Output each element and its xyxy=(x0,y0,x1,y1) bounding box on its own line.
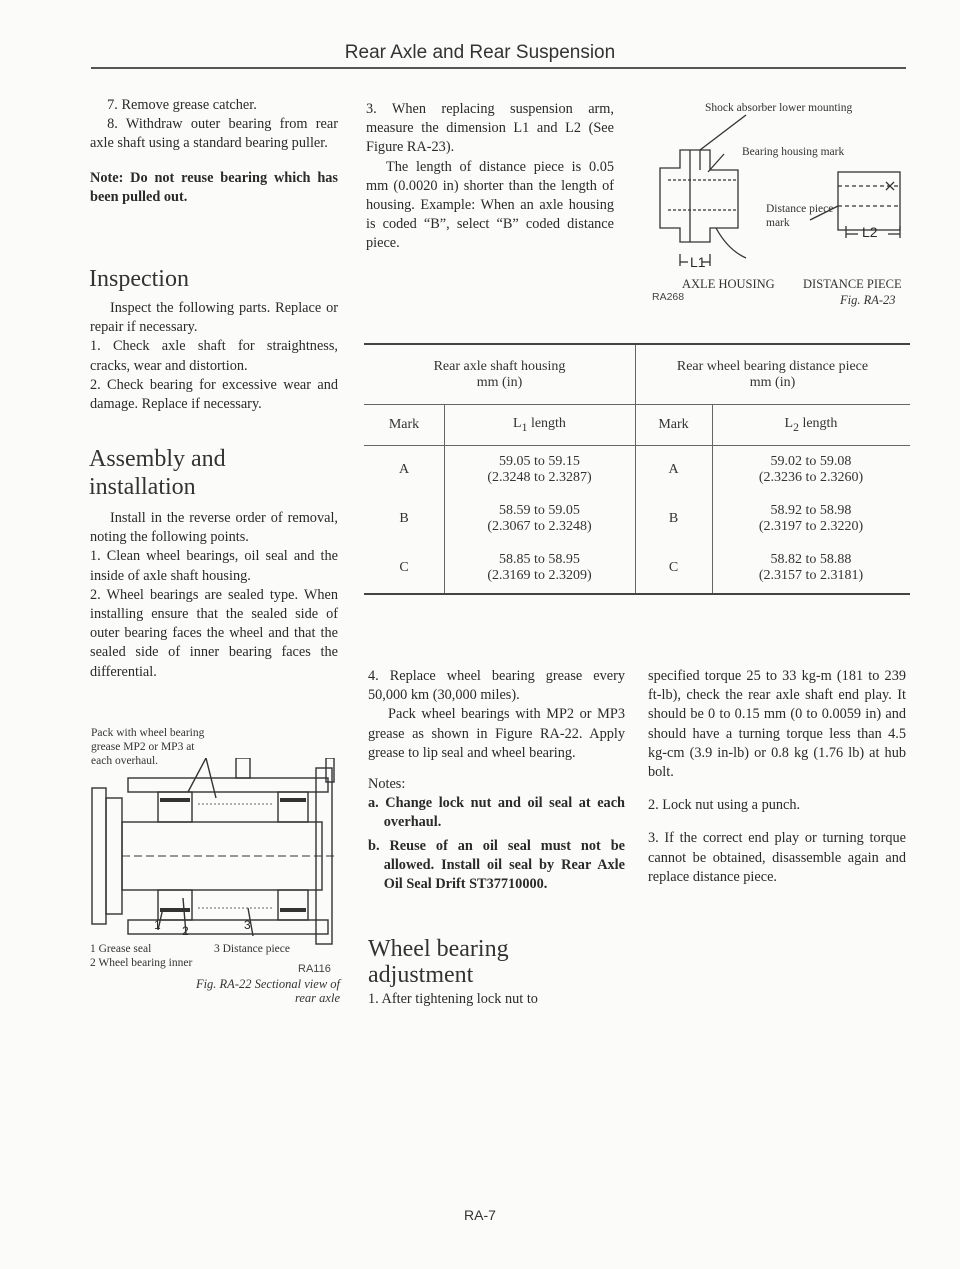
row-c-l2-mm: 58.82 to 58.88 xyxy=(770,551,852,567)
fig23-caption: Fig. RA-23 xyxy=(840,293,896,307)
legend-bearing-inner: 2 Wheel bearing inner xyxy=(90,957,193,969)
col-l1 xyxy=(444,404,635,445)
row-c-mark2: C xyxy=(668,559,679,575)
head-left-line2: mm (in) xyxy=(476,374,523,390)
row-c-l2 xyxy=(712,543,910,592)
row-b-l1-in: (2.3067 to 2.3248) xyxy=(487,518,592,534)
fig22-caption-line1: Fig. RA-22 Sectional view of xyxy=(195,977,340,991)
row-a-mark: A xyxy=(398,461,410,477)
row-c-l1-in: (2.3169 to 2.3209) xyxy=(487,567,592,583)
column-3-bottom xyxy=(648,667,906,887)
fig23-label-distance-line1: Distance piece xyxy=(766,203,834,215)
fig22-callout-line2: grease MP2 or MP3 at xyxy=(91,741,195,753)
row-b-l2-mm: 58.92 to 58.98 xyxy=(770,502,852,518)
assembly-heading-line2: installation xyxy=(89,474,196,500)
inspection-item-2: 2. Check bearing for excessive wear and damage. Replace if necessary. xyxy=(90,376,338,413)
step-7: 7. Remove grease catcher. xyxy=(107,97,257,113)
wheel-bearing-step1: 1. After tightening lock nut to xyxy=(368,991,538,1007)
assembly-item-1: 1. Clean wheel bearings, oil seal and the inside of axle shaft housing. xyxy=(90,548,338,584)
row-a-l1-in: (2.3248 to 2.3287) xyxy=(487,469,592,485)
para-pack-bearings: Pack wheel bearings with MP2 or MP3 grease as shown in Figure RA-22. Apply grease to lip seal and wheel bearing. xyxy=(368,706,625,761)
row-b-l1 xyxy=(444,494,635,543)
inspection-heading: Inspection xyxy=(89,266,189,292)
inspection-body xyxy=(90,299,338,414)
col-mark-2: Mark xyxy=(658,416,689,432)
row-a-l2-mm: 59.02 to 59.08 xyxy=(770,453,852,469)
wheel-bearing-heading-line1: Wheel bearing xyxy=(368,936,509,962)
assembly-intro: Install in the reverse order of removal, noting the following points. xyxy=(90,510,338,546)
row-b-mark2: B xyxy=(668,510,679,526)
row-a-l2-in: (2.3236 to 2.3260) xyxy=(758,469,864,485)
distance-piece-diagram xyxy=(650,110,910,270)
notes-label: Notes: xyxy=(368,776,406,793)
page-header: Rear Axle and Rear Suspension xyxy=(344,42,616,63)
col-l2 xyxy=(712,404,910,445)
fig22-code: RA116 xyxy=(298,963,331,975)
para-step-3: 3. When replacing suspension arm, measure the dimension L1 and L2 (See Figure RA-23). xyxy=(366,101,614,156)
inspection-item-1: 1. Check axle shaft for straightness, cracks, wear and distortion. xyxy=(90,338,338,374)
table-row xyxy=(364,543,910,592)
fig22-callout-line3: each overhaul. xyxy=(91,755,159,767)
fig23-label-distance-line2: mark xyxy=(766,217,790,229)
para-specified-torque: specified torque 25 to 33 kg-m (181 to 239 ft-lb), check the rear axle shaft end play. It should be 0 to 0.15 mm (0 to 0.0059 in) and should have a turning torque less than 4.5 kg-cm (3.9 in-lb) or 0.8 kg (1.76 lb) at hub bolt. xyxy=(648,668,906,781)
l2-text: L2 xyxy=(862,224,878,240)
fig23-distance-piece: DISTANCE PIECE xyxy=(803,277,902,291)
fig22-num-2: 2 xyxy=(182,924,189,938)
step-8: 8. Withdraw outer bearing from rear axle shaft using a standard bearing puller. xyxy=(90,116,338,152)
inspection-intro: Inspect the following parts. Replace or repair if necessary. xyxy=(90,300,338,336)
row-b-l2-in: (2.3197 to 2.3220) xyxy=(758,518,864,534)
fig22-caption-line2: rear axle xyxy=(294,991,340,1005)
row-b-l2 xyxy=(712,494,910,543)
row-a-l2 xyxy=(712,445,910,494)
col-l1-sub: 1 xyxy=(521,420,528,434)
fig22-caption xyxy=(90,977,340,1005)
fig23-label-l2 xyxy=(862,224,878,240)
head-left-line1: Rear axle shaft housing xyxy=(433,358,566,374)
row-a-l1 xyxy=(444,445,635,494)
fig22-num-3: 3 xyxy=(244,918,251,932)
table-row xyxy=(364,445,910,494)
assembly-heading-line1: Assembly and xyxy=(89,446,226,472)
fig22-callout-line1: Pack with wheel bearing xyxy=(91,727,205,739)
para-step-4: 4. Replace wheel bearing grease every 50,000 km (30,000 miles). xyxy=(368,668,625,704)
row-b-mark: B xyxy=(399,510,409,526)
assembly-item-2: 2. Wheel bearings are sealed type. When installing ensure that the sealed side of outer bearing faces the wheel and that the sealed side of inner bearing faces the differential. xyxy=(90,586,338,680)
fig22-num-1: 1 xyxy=(154,918,161,932)
row-c-l1 xyxy=(444,543,635,592)
rear-axle-section-diagram xyxy=(88,758,350,948)
fig23-label-shock: Shock absorber lower mounting xyxy=(705,102,853,114)
page-number: RA-7 xyxy=(464,1207,496,1223)
row-c-l2-in: (2.3157 to 2.3181) xyxy=(758,567,864,583)
fig23-code: RA268 xyxy=(652,291,685,303)
legend-grease-seal: 1 Grease seal xyxy=(90,943,152,955)
col-l1-suffix: length xyxy=(527,415,566,431)
column-1-top xyxy=(90,96,338,207)
suspension-arm-text xyxy=(366,100,614,254)
para-step-2: 2. Lock nut using a punch. xyxy=(648,797,801,814)
col-l1-letter: L xyxy=(513,415,522,431)
fig23-label-l1 xyxy=(690,254,706,270)
col-l2-sub: 2 xyxy=(793,420,799,434)
col-l2-letter: L xyxy=(784,415,794,431)
l1-text: L1 xyxy=(690,254,706,270)
wheel-bearing-heading-line2: adjustment xyxy=(368,962,474,988)
para-step-3b: 3. If the correct end play or turning torque cannot be obtained, disassemble again and replace distance piece. xyxy=(648,830,906,885)
para-distance-piece: The length of distance piece is 0.05 mm (0.0020 in) shorter than the length of housing. Example: When an axle housing is coded “B”, select “B” coded distance piece. xyxy=(366,158,614,252)
table-row xyxy=(364,494,910,543)
table-head-left xyxy=(364,345,635,404)
row-c-mark: C xyxy=(399,559,409,575)
col-mark-1: Mark xyxy=(388,416,420,432)
fig23-axle-housing: AXLE HOUSING xyxy=(682,277,775,291)
row-b-l1-mm: 58.59 to 59.05 xyxy=(499,502,580,518)
row-c-l1-mm: 58.85 to 58.95 xyxy=(499,551,580,567)
assembly-body xyxy=(90,509,338,682)
header-rule xyxy=(91,67,906,69)
spec-table xyxy=(364,345,910,592)
col-l2-suffix: length xyxy=(798,415,838,431)
head-right-line1: Rear wheel bearing distance piece xyxy=(676,358,869,374)
row-a-mark2: A xyxy=(668,461,679,477)
table-head-right xyxy=(635,345,910,404)
column-2-bottom xyxy=(368,667,625,894)
note-b: b. Reuse of an oil seal must not be allowed. Install oil seal by Rear Axle Oil Seal Drift ST37710000. xyxy=(368,837,625,893)
note-a: a. Change lock nut and oil seal at each overhaul. xyxy=(368,795,625,831)
fig23-label-bearing: Bearing housing mark xyxy=(742,146,845,158)
row-a-l1-mm: 59.05 to 59.15 xyxy=(499,453,580,469)
table-bottom-rule xyxy=(364,593,910,595)
head-right-line2: mm (in) xyxy=(749,374,796,390)
legend-distance-piece: 3 Distance piece xyxy=(214,943,290,955)
note-do-not-reuse: Note: Do not reuse bearing which has been pulled out. xyxy=(90,169,338,205)
